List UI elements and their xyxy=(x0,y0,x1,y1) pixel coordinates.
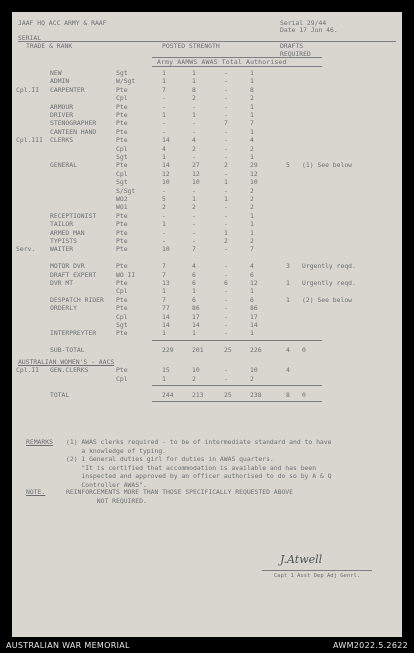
table-row xyxy=(12,279,402,287)
cell-rank: Pte xyxy=(116,85,128,94)
cell-c2: 14 xyxy=(192,321,200,329)
table-row xyxy=(12,237,402,245)
cell-c4: 12 xyxy=(250,279,258,287)
table-row xyxy=(12,94,402,102)
table-row xyxy=(12,313,402,321)
cell-c1: 10 xyxy=(162,178,170,187)
table-row xyxy=(12,254,402,262)
table-row xyxy=(12,77,402,85)
cell-c1: 2 xyxy=(162,203,166,212)
cell-trade: CARPENTER xyxy=(50,85,85,94)
cell-rank: Cpl xyxy=(116,312,128,321)
cell-c4: 7 xyxy=(250,245,254,254)
cell-c1: 14 xyxy=(162,161,170,170)
cell-c2: 8 xyxy=(192,85,196,94)
cell-rank: Pte xyxy=(116,161,128,170)
column-drafts: DRAFTS xyxy=(280,42,304,50)
header-date: Date 17 Jun 46. xyxy=(280,26,338,34)
cell-c2: - xyxy=(192,153,196,161)
cell-c3: 1 xyxy=(224,195,228,203)
cell-c2: 1 xyxy=(192,111,196,119)
cell-c1: - xyxy=(162,186,166,195)
cell-rank: Cpl xyxy=(116,144,128,153)
cell-c4: 2 xyxy=(250,186,254,195)
cell-rem: (2) See below xyxy=(302,295,353,304)
cell-c2: 27 xyxy=(192,161,200,170)
note-text: REINFORCEMENTS MORE THAN THOSE SPECIFICALLY REQUESTED ABOVE NOT REQUIRED. xyxy=(66,488,294,505)
cell-c1: 5 xyxy=(162,195,166,203)
cell-trade: ADMIN xyxy=(50,77,70,86)
cell-c3: - xyxy=(224,102,228,111)
cell-c4: 10 xyxy=(250,366,258,375)
table-row xyxy=(12,161,402,169)
cell-c3: - xyxy=(224,287,228,296)
table-row xyxy=(12,103,402,111)
table-row xyxy=(12,329,402,337)
cell-c1: 7 xyxy=(162,295,166,304)
table-row xyxy=(12,212,402,220)
cell-rem: Urgently reqd. xyxy=(302,262,356,271)
table-row xyxy=(12,178,402,186)
table-row xyxy=(12,195,402,203)
table-row xyxy=(12,153,402,161)
table-row xyxy=(12,136,402,144)
cell-trade: ARMOUR xyxy=(50,102,74,111)
cell-rem: 0 xyxy=(302,345,306,354)
cell-c2: 12 xyxy=(192,169,200,178)
cell-rank: Pte xyxy=(116,295,128,304)
cell-c2: 201 xyxy=(192,345,204,354)
cell-trade: GENERAL xyxy=(50,161,77,170)
cell-c5: 5 xyxy=(286,161,290,170)
total-double-rule xyxy=(152,401,322,402)
footer-archive-name: AUSTRALIAN WAR MEMORIAL xyxy=(6,641,130,650)
cell-c2: - xyxy=(192,127,196,136)
cell-c2: 1 xyxy=(192,195,196,203)
table-row xyxy=(12,296,402,304)
cell-rank: Pte xyxy=(116,119,128,128)
cell-c2: 17 xyxy=(192,312,200,321)
cell-c3: - xyxy=(224,127,228,136)
footer-archive-id: AWM2022.5.2622 xyxy=(333,641,408,650)
cell-trade: INTERPREYTER xyxy=(50,329,97,338)
cell-trade: GEN.CLERKS xyxy=(50,366,89,375)
cell-c3: - xyxy=(224,77,228,86)
cell-rem: (1) See below xyxy=(302,161,353,170)
cell-rank: WO1 xyxy=(116,203,128,212)
subtotal-rule xyxy=(152,340,322,341)
cell-c4: 12 xyxy=(250,169,258,178)
cell-c1: 1 xyxy=(162,287,166,296)
cell-c3: - xyxy=(224,304,228,313)
cell-c3: - xyxy=(224,94,228,103)
cell-trade: CLERKS xyxy=(50,136,74,145)
cell-c3: 2 xyxy=(224,161,228,170)
cell-c2: - xyxy=(192,228,196,237)
cell-rank: Pte xyxy=(116,211,128,220)
cell-c1: - xyxy=(162,127,166,136)
cell-c1: 14 xyxy=(162,321,170,329)
cell-c4: 2 xyxy=(250,237,254,245)
cell-rank: Pte xyxy=(116,366,128,375)
cell-c1: 1 xyxy=(162,153,166,161)
table-row xyxy=(12,321,402,329)
table-row xyxy=(12,220,402,228)
cell-c2: 4 xyxy=(192,262,196,271)
cell-c4: 1 xyxy=(250,228,254,237)
cell-c3: - xyxy=(224,203,228,212)
cell-c1: 1 xyxy=(162,69,166,77)
table-row xyxy=(12,304,402,312)
cell-c3: - xyxy=(224,295,228,304)
cell-c2: - xyxy=(192,186,196,195)
table-row xyxy=(12,111,402,119)
column-posted: POSTED STRENGTH xyxy=(162,42,220,50)
cell-c1: - xyxy=(162,237,166,245)
cell-trade: DRAFT EXPERT xyxy=(50,270,97,279)
cell-rem: Urgently reqd. xyxy=(302,279,356,287)
cell-c3: - xyxy=(224,329,228,338)
cell-c3: 2 xyxy=(224,237,228,245)
table-row xyxy=(12,271,402,279)
table-row xyxy=(12,128,402,136)
table-row xyxy=(12,262,402,270)
cell-trade: MOTOR DVR xyxy=(50,262,85,271)
cell-c2: - xyxy=(192,102,196,111)
cell-c4: 86 xyxy=(250,304,258,313)
cell-c1: - xyxy=(162,228,166,237)
column-serial: SERIAL xyxy=(18,34,42,42)
cell-c1: - xyxy=(162,94,166,103)
table-row xyxy=(12,69,402,77)
cell-c2: 6 xyxy=(192,295,196,304)
cell-c1: - xyxy=(162,119,166,128)
cell-c2: - xyxy=(192,220,196,229)
cell-c1: 1 xyxy=(162,329,166,338)
cell-trade: TYPISTS xyxy=(50,237,77,245)
cell-rank: Pte xyxy=(116,136,128,145)
cell-c1: 7 xyxy=(162,270,166,279)
cell-c2: 1 xyxy=(192,287,196,296)
cell-c3: 6 xyxy=(224,279,228,287)
remarks-text: (1) AWAS clerks required - to be of intermediate standard and to have a knowledge of typing. (2) 1 General duties girl for duties in AWAS quarters. "It is certified that accommodation is available and has been inspected and approved by an officer authorised to do so by A & Q Controller AWAS". xyxy=(66,438,332,489)
cell-c1: 4 xyxy=(162,144,166,153)
cell-c1: 229 xyxy=(162,345,174,354)
cell-c2: 2 xyxy=(192,94,196,103)
cell-rank: Pte xyxy=(116,279,128,287)
cell-c1: 1 xyxy=(162,374,166,383)
section-title: AUSTRALIAN WOMEN'S - AACS xyxy=(18,357,115,366)
cell-c2: 7 xyxy=(192,245,196,254)
cell-rem: 0 xyxy=(302,391,306,399)
cell-c1: 12 xyxy=(162,169,170,178)
cell-c2: 1 xyxy=(192,329,196,338)
cell-serial: Cpl.III xyxy=(16,136,43,145)
cell-c1: - xyxy=(162,102,166,111)
cell-trade: TOTAL xyxy=(50,391,70,399)
cell-rank: Sgt xyxy=(116,69,128,77)
cell-rank: Sgt xyxy=(116,321,128,329)
cell-rank: Sgt xyxy=(116,153,128,161)
cell-c2: 1 xyxy=(192,77,196,86)
cell-c5: 8 xyxy=(286,391,290,399)
cell-c3: 1 xyxy=(224,178,228,187)
cell-rank: Pte xyxy=(116,262,128,271)
cell-rank: WO2 xyxy=(116,195,128,203)
cell-c3: - xyxy=(224,211,228,220)
cell-c4: 6 xyxy=(250,270,254,279)
cell-serial: Cpl.II xyxy=(16,366,40,375)
cell-rank: Pte xyxy=(116,329,128,338)
cell-c4: 1 xyxy=(250,153,254,161)
cell-trade: RECEPTIONIST xyxy=(50,211,97,220)
cell-trade: DESPATCH RIDER xyxy=(50,295,104,304)
cell-c4: 1 xyxy=(250,127,254,136)
cell-c4: 1 xyxy=(250,77,254,86)
cell-rank: S/Sgt xyxy=(116,186,136,195)
cell-c4: 4 xyxy=(250,262,254,271)
cell-trade: WAITER xyxy=(50,245,74,254)
cell-c3: - xyxy=(224,153,228,161)
cell-c4: 226 xyxy=(250,345,262,354)
cell-c2: 10 xyxy=(192,366,200,375)
header-left: JAAF HQ ACC ARMY & RAAF xyxy=(18,19,107,27)
cell-c2: 1 xyxy=(192,69,196,77)
cell-c2: 10 xyxy=(192,178,200,187)
cell-c5: 1 xyxy=(286,295,290,304)
table-row xyxy=(12,86,402,94)
cell-trade: ORDERLY xyxy=(50,304,77,313)
cell-c3: - xyxy=(224,374,228,383)
cell-trade: CANTEEN HAND xyxy=(50,127,97,136)
cell-c2: 86 xyxy=(192,304,200,313)
cell-c5: 1 xyxy=(286,279,290,287)
cell-c3: 1 xyxy=(224,228,228,237)
cell-c4: 17 xyxy=(250,312,258,321)
cell-rank: Pte xyxy=(116,111,128,119)
cell-c4: 2 xyxy=(250,374,254,383)
cell-c4: 238 xyxy=(250,391,262,399)
cell-c2: 4 xyxy=(192,136,196,145)
table-row xyxy=(12,287,402,295)
cell-c2: 2 xyxy=(192,203,196,212)
cell-c1: 13 xyxy=(162,279,170,287)
table-row xyxy=(12,366,402,374)
cell-rank: Pte xyxy=(116,237,128,245)
cell-c4: 1 xyxy=(250,220,254,229)
cell-c3: - xyxy=(224,186,228,195)
cell-trade: TAILOR xyxy=(50,220,74,229)
cell-c4: 1 xyxy=(250,102,254,111)
cell-c1: 14 xyxy=(162,312,170,321)
cell-c4: 2 xyxy=(250,195,254,203)
cell-trade: ARMED MAN xyxy=(50,228,85,237)
table-row xyxy=(12,203,402,211)
signature-title: Capt 1 Asst Dep Adj Genrl. xyxy=(274,573,361,579)
document-page xyxy=(12,12,402,637)
cell-c4: 6 xyxy=(250,295,254,304)
cell-trade: STENOGRAPHER xyxy=(50,119,97,128)
cell-c4: 1 xyxy=(250,287,254,296)
cell-c3: - xyxy=(224,321,228,329)
cell-c2: 2 xyxy=(192,144,196,153)
cell-rank: Pte xyxy=(116,127,128,136)
cell-c3: 7 xyxy=(224,119,228,128)
cell-rank: Pte xyxy=(116,245,128,254)
cell-c1: 1 xyxy=(162,111,166,119)
cell-c4: 4 xyxy=(250,136,254,145)
cell-c3: - xyxy=(224,144,228,153)
header-serial: Serial 29/44 xyxy=(280,19,327,27)
cell-c3: - xyxy=(224,366,228,375)
cell-c3: 25 xyxy=(224,391,232,399)
cell-c4: 2 xyxy=(250,203,254,212)
cell-trade: SUB-TOTAL xyxy=(50,345,85,354)
cell-c2: 213 xyxy=(192,391,204,399)
cell-c1: 15 xyxy=(162,366,170,375)
cell-c2: - xyxy=(192,211,196,220)
subheader-rule-bottom xyxy=(152,66,322,67)
column-subheaders: Army AAMWS AWAS Total Authorised xyxy=(157,58,287,66)
cell-c4: 1 xyxy=(250,329,254,338)
cell-c2: 6 xyxy=(192,279,196,287)
cell-c4: 2 xyxy=(250,94,254,103)
column-trade: TRADE & RANK xyxy=(26,42,73,50)
cell-c2: - xyxy=(192,119,196,128)
cell-c2: 6 xyxy=(192,270,196,279)
signature: J.Atwell xyxy=(280,553,323,566)
cell-c1: 14 xyxy=(162,136,170,145)
cell-c2: - xyxy=(192,237,196,245)
cell-c1: 7 xyxy=(162,85,166,94)
cell-rank: Pte xyxy=(116,220,128,229)
cell-c3: 25 xyxy=(224,345,232,354)
cell-rank: Pte xyxy=(116,102,128,111)
cell-c4: 2 xyxy=(250,144,254,153)
table-row xyxy=(12,375,402,383)
table-row xyxy=(12,245,402,253)
cell-c3: - xyxy=(224,85,228,94)
cell-c4: 8 xyxy=(250,85,254,94)
table-row xyxy=(12,229,402,237)
table-row xyxy=(12,187,402,195)
remarks-label: REMARKS xyxy=(26,438,53,446)
column-required: REQUIRED xyxy=(280,50,311,58)
table-row xyxy=(12,145,402,153)
cell-c3: - xyxy=(224,169,228,178)
cell-c3: - xyxy=(224,262,228,271)
cell-rank: W/Sgt xyxy=(116,77,136,86)
cell-serial: Cpl.II xyxy=(16,85,40,94)
cell-c4: 29 xyxy=(250,161,258,170)
cell-c5: 4 xyxy=(286,366,290,375)
cell-rank: Cpl xyxy=(116,374,128,383)
cell-rank: Cpl xyxy=(116,287,128,296)
subtotal-row xyxy=(12,346,402,354)
cell-c4: 1 xyxy=(250,69,254,77)
total-row xyxy=(12,391,402,399)
cell-c1: 1 xyxy=(162,220,166,229)
cell-c3: - xyxy=(224,312,228,321)
cell-c4: 1 xyxy=(250,211,254,220)
total-rule xyxy=(152,385,322,386)
cell-rank: Cpl xyxy=(116,94,128,103)
cell-c3: - xyxy=(224,136,228,145)
cell-c1: 7 xyxy=(162,262,166,271)
cell-rank: Cpl xyxy=(116,169,128,178)
cell-c4: 7 xyxy=(250,119,254,128)
cell-c2: 2 xyxy=(192,374,196,383)
cell-c3: - xyxy=(224,270,228,279)
cell-c3: - xyxy=(224,245,228,254)
cell-c5: 4 xyxy=(286,345,290,354)
table-row xyxy=(12,119,402,127)
table-row xyxy=(12,170,402,178)
cell-trade: NEW xyxy=(50,69,62,77)
cell-c1: 10 xyxy=(162,245,170,254)
cell-trade: DRIVER xyxy=(50,111,74,119)
cell-rank: Pte xyxy=(116,304,128,313)
cell-c1: - xyxy=(162,211,166,220)
cell-trade: DVR MT xyxy=(50,279,74,287)
cell-c3: - xyxy=(224,69,228,77)
cell-c3: - xyxy=(224,220,228,229)
cell-c1: 77 xyxy=(162,304,170,313)
cell-c4: 1 xyxy=(250,111,254,119)
cell-rank: Sgt xyxy=(116,178,128,187)
cell-serial: Serv. xyxy=(16,245,36,254)
note-label: NOTE. xyxy=(26,488,46,496)
signature-line xyxy=(262,570,372,571)
cell-c4: 14 xyxy=(250,321,258,329)
cell-c4: 10 xyxy=(250,178,258,187)
cell-c3: - xyxy=(224,111,228,119)
cell-rank: Pte xyxy=(116,228,128,237)
cell-c1: 244 xyxy=(162,391,174,399)
cell-rank: WO II xyxy=(116,270,136,279)
cell-c1: 1 xyxy=(162,77,166,86)
cell-c5: 3 xyxy=(286,262,290,271)
